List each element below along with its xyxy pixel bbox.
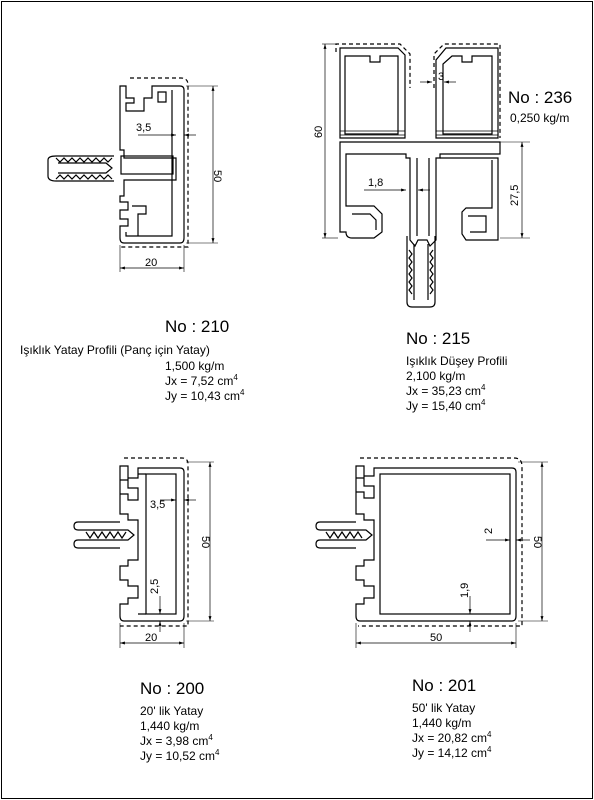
dim-200-bottom: 2,5 — [149, 578, 161, 594]
dim-201-bottom: 1,9 — [459, 582, 471, 598]
profile-200-body — [120, 466, 184, 621]
profile-201-core — [380, 474, 510, 614]
profile-215-specs — [406, 354, 507, 414]
profile-210-inner-top — [158, 92, 166, 102]
profile-201-number: No : 201 — [412, 676, 477, 695]
profile-200-number: No : 200 — [140, 679, 205, 698]
profile-200-dashed-outline — [120, 458, 188, 626]
dim-215-gap: 3 — [438, 71, 445, 83]
profile-210-name: Işıklık Yatay Profili (Panç için Yatay) — [20, 343, 210, 357]
profile-236-right — [436, 48, 498, 138]
profile-215-number: No : 215 — [406, 329, 471, 348]
dim-201-width: 50 — [430, 632, 443, 644]
dim-200-width: 20 — [145, 632, 158, 644]
profile-201-specs — [412, 701, 492, 761]
profile-201-gasket — [316, 522, 372, 548]
dim-215-lower: 27,5 — [509, 184, 521, 206]
dim-200-wall: 3,5 — [150, 499, 166, 511]
profile-215-dashed-outline — [336, 44, 500, 138]
profile-215-jx: Jx = 35,23 $cm^4$ — [406, 383, 486, 398]
profile-210-number: No : 210 — [165, 317, 230, 336]
profile-210-drawing — [48, 78, 218, 272]
profile-215-right-leg — [440, 158, 498, 240]
profile-200-gasket — [74, 522, 134, 548]
profile-236-weight: 0,250 kg/m — [510, 111, 570, 125]
profile-215-name: Işıklık Düşey Profili — [406, 354, 508, 368]
dim-201-height: 50 — [531, 536, 543, 549]
profile-201-dashed-outline — [358, 458, 522, 626]
profile-236-number: No : 236 — [508, 88, 573, 107]
profile-200-specs — [140, 704, 220, 764]
profile-215-drawing — [322, 44, 530, 307]
profile-201-weight: 1,440 kg/m — [412, 716, 472, 730]
profile-201-name: 50' lik Yatay — [412, 701, 476, 715]
profile-201-jy: Jy = 14,12 $cm^4$ — [412, 745, 492, 760]
profile-200-name: 20' lik Yatay — [140, 704, 204, 718]
profile-210-jx: Jx = 7,52 $cm^4$ — [165, 373, 238, 388]
profile-210-inner-bottom — [132, 206, 146, 236]
profile-210-gasket — [48, 156, 114, 181]
profile-210-weight: 1,500 kg/m — [165, 359, 225, 373]
profile-215-web — [417, 158, 429, 236]
profile-201-jx: Jx = 20,82 $cm^4$ — [412, 730, 492, 745]
profile-215-jy: Jy = 15,40 $cm^4$ — [406, 398, 486, 413]
dim-210-wall: 3,5 — [136, 122, 152, 134]
profile-210-body — [120, 86, 184, 243]
profile-215-gasket — [407, 236, 435, 307]
dim-210-height: 50 — [211, 170, 223, 183]
dim-200-height: 50 — [199, 536, 211, 549]
profile-210-core — [121, 156, 173, 174]
profile-236-left — [340, 48, 405, 138]
dim-201-wall: 2 — [483, 527, 495, 534]
profile-200-jy: Jy = 10,52 $cm^4$ — [140, 748, 220, 763]
profile-200-jx: Jx = 3,98 $cm^4$ — [140, 733, 213, 748]
profile-200-inner — [138, 474, 146, 614]
profile-215-weight: 2,100 kg/m — [406, 369, 466, 383]
profile-201-drawing — [316, 458, 548, 648]
dim-215-height: 60 — [313, 125, 325, 138]
profile-210-jy: Jy = 10,43 $cm^4$ — [165, 388, 245, 403]
profile-215-inner — [352, 214, 486, 232]
dim-210-width: 20 — [145, 257, 158, 269]
dim-215-web: 1,8 — [368, 177, 384, 189]
profile-210-inner-wall — [126, 90, 172, 236]
profile-200-weight: 1,440 kg/m — [140, 719, 200, 733]
profile-200-drawing — [74, 458, 214, 648]
profile-210-specs — [165, 359, 245, 404]
